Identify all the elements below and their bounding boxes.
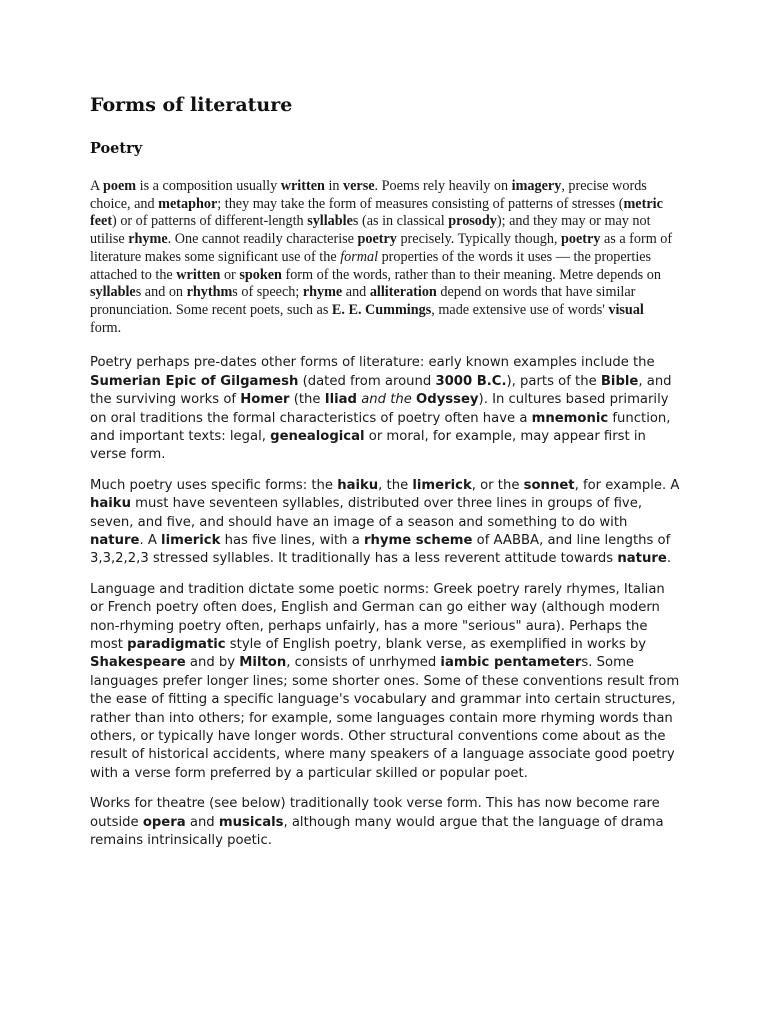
text-run: or bbox=[220, 266, 240, 283]
text-run: Poetry perhaps pre-dates other forms of literature: early known examples include the bbox=[90, 355, 655, 371]
bold-term: rhyme scheme bbox=[364, 532, 473, 548]
bold-term: poetry bbox=[561, 231, 601, 248]
bold-term: syllable bbox=[307, 213, 353, 230]
bold-term: limerick bbox=[412, 477, 472, 493]
text-run: and by bbox=[185, 655, 240, 671]
text-run: form of the words, rather than to their meaning. Metre depends on bbox=[281, 266, 661, 283]
bold-term: sonnet bbox=[523, 477, 575, 493]
text-run: . Poems rely heavily on bbox=[374, 178, 512, 194]
bold-term: poetry bbox=[357, 231, 397, 248]
text-run: Much poetry uses specific forms: the bbox=[90, 477, 338, 493]
text-run: depend on words that have similar pronunciation. Some recent poets, such as bbox=[90, 284, 636, 318]
bold-term: iambic pentameter bbox=[440, 655, 582, 671]
text-run: in bbox=[324, 178, 344, 194]
text-run: of AABBA, and line lengths of 3,3,2,2,3 stressed syllables. It traditionally has a less reverent attitude towards bbox=[90, 532, 671, 567]
text-run: properties of the words it uses — the properties attached to the bbox=[90, 248, 652, 283]
bold-term: poem bbox=[103, 178, 137, 194]
text-run: and bbox=[185, 814, 219, 830]
italic-text: formal bbox=[340, 248, 379, 265]
text-run: . A bbox=[139, 532, 162, 548]
bold-term: Homer bbox=[240, 392, 290, 408]
text-run: must have seventeen syllables, distributed over three lines in groups of five, seven, and five, and should have an image of a season and something to do with bbox=[90, 496, 643, 530]
text-run: , consists of unrhymed bbox=[286, 655, 441, 671]
paragraph-poetic-forms bbox=[90, 477, 682, 569]
paragraph-poetic-norms bbox=[90, 581, 682, 783]
text-run: ), parts of the bbox=[506, 373, 601, 389]
text-run: form. bbox=[90, 319, 122, 336]
text-run: and bbox=[342, 284, 370, 301]
bold-term: opera bbox=[142, 814, 186, 830]
text-run: s of speech; bbox=[232, 284, 303, 301]
bold-term: musicals bbox=[218, 814, 284, 830]
text-run: , for example. A bbox=[574, 477, 680, 493]
bold-term: Sumerian Epic of Gilgamesh bbox=[90, 373, 299, 389]
text-run: (the bbox=[289, 392, 325, 408]
bold-term: rhythm bbox=[186, 284, 233, 301]
text-run: is a composition usually bbox=[136, 178, 281, 194]
bold-term: nature bbox=[90, 532, 140, 548]
bold-term: written bbox=[280, 178, 325, 194]
document-page bbox=[90, 92, 680, 862]
text-run: precisely. Typically though, bbox=[396, 231, 562, 248]
text-run: ) or of patterns of different-length bbox=[112, 213, 308, 230]
text-run: ); and they may or may not utilise bbox=[90, 213, 651, 248]
text-run: or moral, for example, may appear first in verse form. bbox=[90, 428, 646, 463]
bold-term: 3000 B.C. bbox=[435, 373, 507, 389]
bold-term: Bible bbox=[600, 373, 639, 389]
bold-term: paradigmatic bbox=[127, 637, 226, 653]
bold-term: haiku bbox=[337, 477, 379, 493]
bold-term: nature bbox=[617, 551, 667, 567]
bold-term: rhyme bbox=[302, 284, 343, 301]
italic-text: and the bbox=[357, 392, 412, 408]
bold-term: visual bbox=[608, 301, 644, 318]
text-run: as a form of literature makes some significant use of the bbox=[90, 231, 673, 265]
text-run: , made extensive use of words' bbox=[431, 301, 609, 318]
text-run: , precise words choice, and bbox=[90, 178, 647, 212]
bold-term: Iliad bbox=[324, 392, 357, 408]
bold-term: Shakespeare bbox=[90, 655, 186, 671]
bold-term: haiku bbox=[90, 496, 131, 512]
bold-term: alliteration bbox=[369, 284, 437, 301]
text-run: A bbox=[90, 178, 104, 194]
text-run: . bbox=[666, 551, 672, 567]
text-run: ). In cultures based primarily on oral traditions the formal characteristics of poetry often have a bbox=[90, 392, 669, 426]
page-title: Forms of literature bbox=[90, 94, 293, 116]
text-run: . One cannot readily characterise bbox=[167, 231, 358, 248]
bold-term: metric feet bbox=[90, 195, 663, 230]
text-run: s (as in classical bbox=[352, 213, 449, 230]
bold-term: metaphor bbox=[158, 195, 218, 212]
bold-term: verse bbox=[343, 178, 375, 194]
text-run: Works for theatre (see below) traditionally took verse form. This has now become rare outside bbox=[90, 796, 660, 830]
text-run: s. Some languages prefer longer lines; some shorter ones. Some of these conventions result from the ease of fitting a specific language's vocabulary and grammar into certain structures, rather than into others; for example, some languages contain more rhyming words than others, or typically have longer words. Other structural conventions come about as the result of historical accidents, where many speakers of a language associate good poetry with a verse form preferred by a particular skilled or popular poet. bbox=[90, 655, 680, 781]
text-run: function, and important texts: legal, bbox=[90, 410, 671, 444]
bold-term: E. E. Cummings bbox=[331, 301, 432, 318]
paragraph-poem-definition bbox=[90, 178, 678, 337]
bold-term: genealogical bbox=[270, 428, 365, 444]
bold-term: limerick bbox=[161, 532, 221, 548]
text-run: style of English poetry, blank verse, as exemplified in works by bbox=[225, 637, 647, 653]
text-run: , and the surviving works of bbox=[90, 373, 672, 408]
paragraph-theatre-verse bbox=[90, 795, 682, 850]
section-heading-poetry: Poetry bbox=[90, 140, 143, 157]
text-run: ; they may take the form of measures consisting of patterns of stresses ( bbox=[217, 195, 624, 212]
text-run: , the bbox=[378, 477, 413, 493]
bold-term: imagery bbox=[511, 178, 562, 194]
bold-term: Odyssey bbox=[416, 392, 479, 408]
text-run: , or the bbox=[471, 477, 524, 493]
text-run: has five lines, with a bbox=[220, 532, 364, 548]
text-run: Language and tradition dictate some poetic norms: Greek poetry rarely rhymes, Italian or French poetry often does, English and German can go either way (although modern non-rhyming poetry often, perhaps unfairly, has a more "serious" aura). Perhaps the most bbox=[90, 581, 665, 653]
text-run: (dated from around bbox=[298, 373, 436, 389]
bold-term: written bbox=[176, 266, 221, 283]
bold-term: spoken bbox=[239, 266, 282, 283]
bold-term: prosody bbox=[448, 213, 497, 230]
bold-term: syllable bbox=[90, 284, 136, 301]
paragraph-poetry-history bbox=[90, 354, 682, 464]
bold-term: mnemonic bbox=[531, 410, 609, 426]
text-run: , although many would argue that the language of drama remains intrinsically poetic. bbox=[90, 814, 664, 849]
text-run: s and on bbox=[135, 284, 187, 301]
bold-term: rhyme bbox=[128, 231, 168, 248]
bold-term: Milton bbox=[239, 655, 287, 671]
